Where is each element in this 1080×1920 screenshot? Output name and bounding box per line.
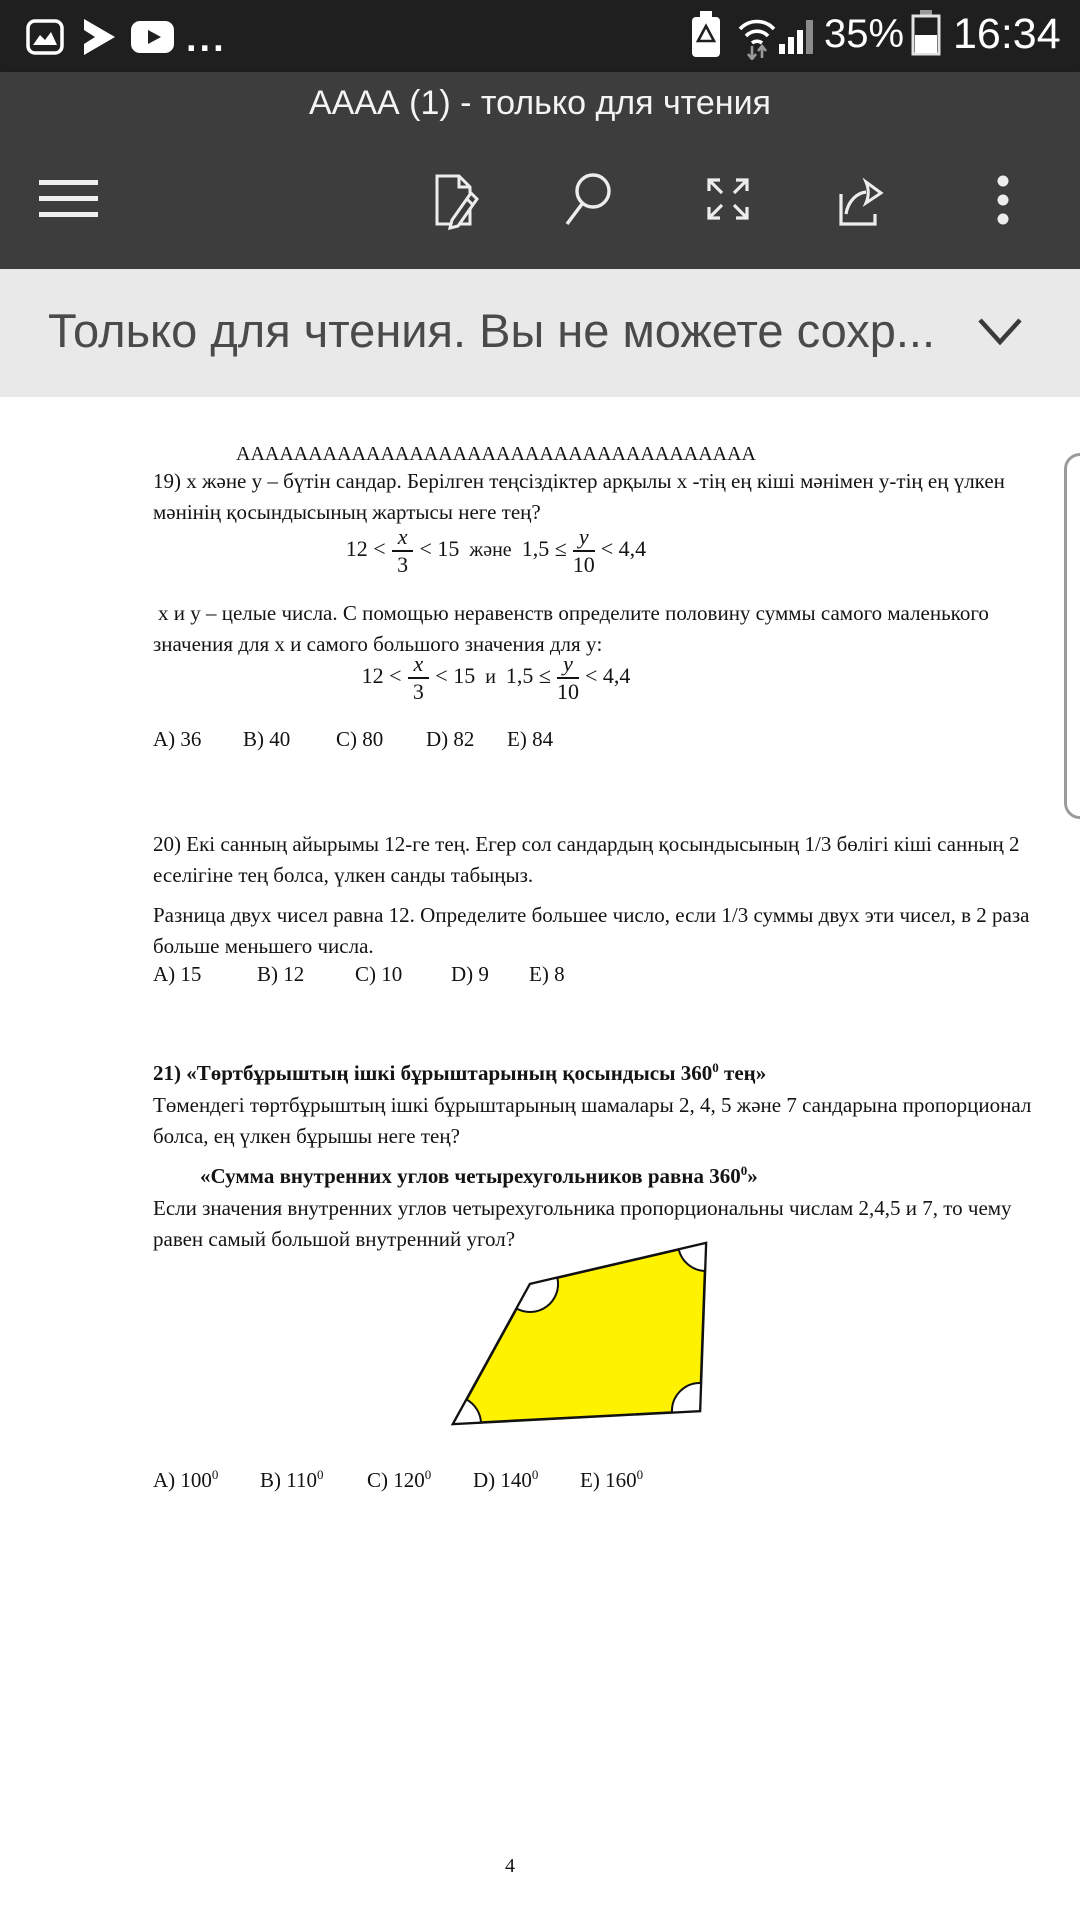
battery-percent: 35% — [824, 12, 905, 56]
share-icon[interactable] — [833, 172, 893, 230]
answer-option: В) $110^0$ — [260, 1467, 324, 1492]
q19-kz-line2: мәнінің қосындысының жартысы неге тең? — [153, 500, 541, 524]
edit-icon[interactable] — [427, 172, 485, 230]
q21-kz-line1: Төмендегі төртбұрыштың ішкі бұрыштарының шамалары 2, 4, 5 және 7 сандарына пропорционал — [153, 1093, 1032, 1117]
q21-ru-title: «Сумма внутренних углов четырехугольников равна $360^0$» — [200, 1163, 758, 1188]
answer-option: С) 10 — [355, 962, 403, 986]
play-store-icon — [81, 17, 119, 57]
answer-option: В) 40 — [243, 727, 291, 751]
page-number: 4 — [505, 1855, 515, 1877]
answer-option: С) 80 — [336, 727, 384, 751]
answer-option: С) $120^0$ — [367, 1467, 432, 1492]
fullscreen-icon[interactable] — [701, 172, 755, 226]
q21-kz-line2: болса, ең үлкен бұрышы неге тең? — [153, 1124, 460, 1148]
signal-icon — [779, 14, 817, 56]
q19-formula-kz: 12 < $\frac{x}{3}$ < 15 және 1,5 ≤ $\frac{y}{10}$ < 4,4 — [345, 524, 647, 577]
readonly-banner-text: Только для чтения. Вы не можете сохр... — [48, 304, 936, 357]
search-icon[interactable] — [562, 168, 620, 230]
q19-ru-line1: x и y – целые числа. С помощью неравенств определите половину суммы самого маленького — [158, 601, 989, 625]
answer-option: D) 82 — [426, 727, 475, 751]
chevron-down-icon[interactable] — [975, 315, 1025, 355]
answer-option: А) $100^0$ — [153, 1467, 219, 1492]
quadrilateral-figure — [440, 1230, 730, 1442]
q19-kz-line1: 19) x және y – бүтін сандар. Берілген теңсіздіктер арқылы x -тің ең кіші мәнімен y-тің ең үлкен — [153, 469, 1005, 493]
battery-saver-icon — [690, 11, 722, 59]
q20-kz-line2: еселігіне тең болса, үлкен санды табыңыз. — [153, 863, 534, 887]
doc-header: АААААААААААААААААААААААААААААААААААА — [236, 443, 756, 465]
status-more-icon: ... — [186, 18, 227, 60]
answer-option: В) 12 — [257, 962, 305, 986]
answer-option: А) 15 — [153, 962, 202, 986]
q20-ru-line2: больше меньшего числа. — [153, 934, 374, 958]
answer-option: А) 36 — [153, 727, 202, 751]
battery-icon — [911, 10, 941, 56]
overflow-icon[interactable] — [996, 175, 1010, 225]
answer-option: D) 9 — [451, 962, 489, 986]
menu-icon[interactable] — [39, 180, 98, 217]
q21-kz-title: 21) «Төртбұрыштың ішкі бұрыштарының қосындысы $360^0$ тең» — [153, 1060, 767, 1085]
q20-ru-line1: Разница двух чисел равна 12. Определите большее число, если 1/3 суммы двух эти чисел, в 2 раза — [153, 903, 1030, 927]
status-bar — [0, 0, 1080, 72]
answer-option: D) $140^0$ — [473, 1467, 539, 1492]
q21-ru-line2: равен самый большой внутренний угол? — [153, 1227, 516, 1251]
q19-ru-line2: значения для x и самого большого значения для y: — [153, 632, 603, 656]
title-bar — [0, 72, 1080, 269]
scrollbar-thumb[interactable] — [1064, 453, 1080, 819]
gallery-icon — [26, 19, 64, 55]
q21-ru-line1: Если значения внутренних углов четырехугольника пропорциональны числам 2,4,5 и 7, то чему — [153, 1196, 1012, 1220]
answer-option: Е) 8 — [529, 962, 565, 986]
q20-kz-line1: 20) Екі санның айырымы 12-ге тең. Егер сол сандардың қосындысының 1/3 бөлігі кіші санның 2 — [153, 832, 1020, 856]
q19-formula-ru: 12 < $\frac{x}{3}$ < 15 и 1,5 ≤ $\frac{y}{10}$ < 4,4 — [361, 651, 631, 704]
wifi-icon — [736, 12, 778, 60]
document-page — [0, 397, 1080, 1920]
readonly-banner[interactable] — [0, 269, 1080, 397]
youtube-icon — [131, 21, 175, 54]
clock: 16:34 — [953, 10, 1061, 58]
app-title: АААА (1) - только для чтения — [309, 84, 771, 122]
answer-option: Е) 84 — [507, 727, 554, 751]
answer-option: Е) $160^0$ — [580, 1467, 644, 1492]
